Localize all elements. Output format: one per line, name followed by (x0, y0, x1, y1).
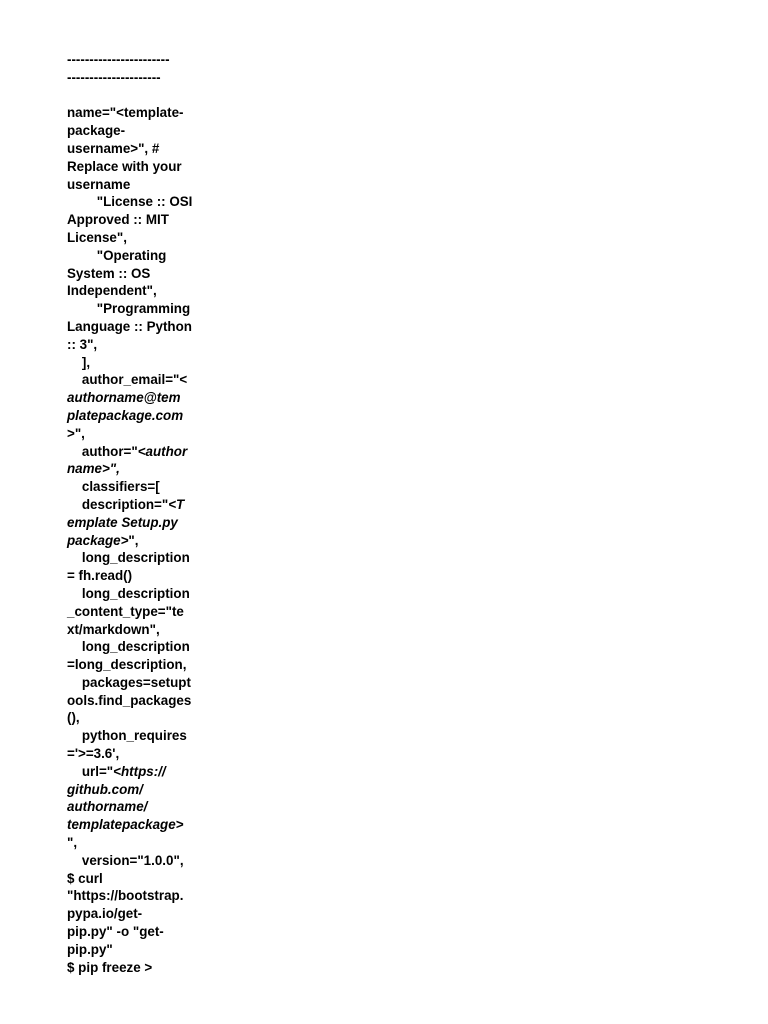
code-text-column (67, 51, 199, 976)
text-line: Replace with your (67, 158, 182, 174)
text-line-italic: platepackage.com (67, 407, 184, 423)
text-line: version="1.0.0", (67, 852, 184, 868)
text-line: ", (67, 835, 78, 851)
separator-line: --------------------- (67, 69, 161, 85)
text-line-mixed (67, 460, 199, 478)
text-line: _content_type="te (67, 603, 184, 619)
text-line: $ curl (67, 870, 103, 886)
text-line: pip.py" (67, 941, 113, 957)
text-line-italic: authorname@tem (67, 390, 181, 406)
text-line: ='>=3.6', (67, 746, 120, 762)
text-line: Independent", (67, 283, 157, 299)
text-line-italic: authorname/ (67, 799, 148, 815)
text-line: classifiers=[ (67, 479, 160, 495)
text-line: name="<template- (67, 105, 184, 121)
text-line: Approved :: MIT (67, 212, 169, 228)
text-line-italic: github.com/ (67, 781, 143, 797)
separator-line: ----------------------- (67, 52, 170, 67)
text-line: "Programming (67, 301, 191, 317)
text-line: username (67, 176, 131, 192)
text-line: =long_description, (67, 657, 187, 673)
text-line-mixed (67, 443, 199, 461)
text-line: ], (67, 354, 91, 370)
text-segment-italic: package> (67, 532, 129, 548)
text-line: python_requires (67, 728, 187, 744)
text-line: $ pip freeze > (67, 959, 153, 975)
text-line: :: 3", (67, 336, 98, 352)
text-segment: url=" (67, 763, 114, 779)
text-segment-italic: name>", (67, 461, 120, 477)
text-line-italic: templatepackage> (67, 817, 184, 833)
text-line: long_description (67, 639, 190, 655)
blank-line (67, 87, 199, 105)
text-line-mixed (67, 763, 199, 781)
text-line: xt/markdown", (67, 621, 160, 637)
text-line: "License :: OSI (67, 194, 193, 210)
text-line: (), (67, 710, 80, 726)
text-line: pypa.io/get- (67, 906, 143, 922)
text-line: "Operating (67, 247, 167, 263)
text-line: author_email="< (67, 372, 188, 388)
text-line: License", (67, 229, 127, 245)
text-segment-italic: <T (168, 496, 185, 512)
text-line: System :: OS (67, 265, 151, 281)
text-line-italic: emplate Setup.py (67, 514, 178, 530)
text-line-mixed (67, 532, 199, 550)
text-line: long_description (67, 585, 190, 601)
text-segment-italic: <https:// (113, 763, 166, 779)
text-segment: author=" (67, 443, 138, 459)
text-line: long_description (67, 550, 190, 566)
text-line: package- (67, 123, 126, 139)
text-segment: description=" (67, 496, 169, 512)
text-line: ools.find_packages (67, 692, 192, 708)
text-line: packages=setupt (67, 674, 191, 690)
text-segment-italic: <author (137, 443, 188, 459)
text-line: >", (67, 425, 85, 441)
text-line: Language :: Python (67, 318, 192, 334)
text-segment: ", (128, 532, 139, 548)
text-line: = fh.read() (67, 568, 133, 584)
text-line: "https://bootstrap. (67, 888, 184, 904)
text-line-mixed (67, 496, 199, 514)
text-line: username>", # (67, 140, 160, 156)
text-line: pip.py" -o "get- (67, 924, 164, 940)
